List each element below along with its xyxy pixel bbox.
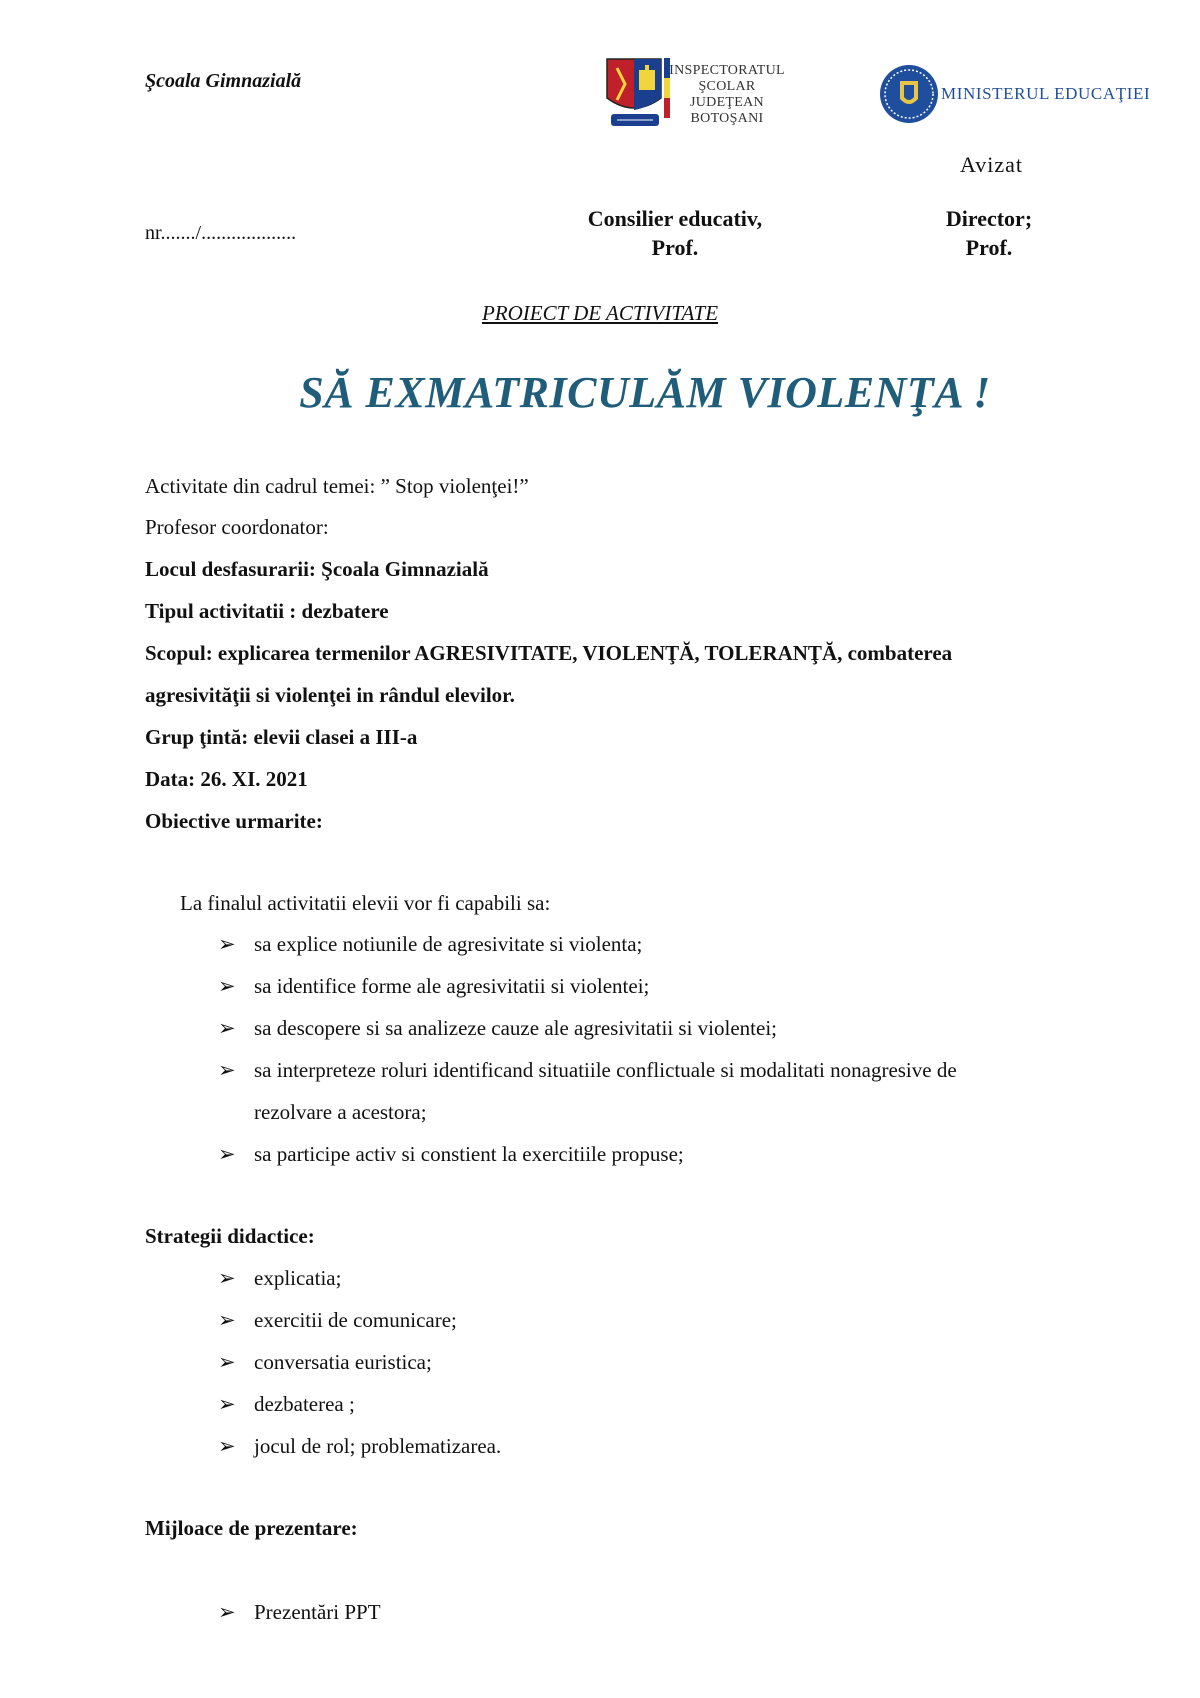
page-title: SĂ EXMATRICULĂM VIOLENŢA !	[299, 368, 991, 417]
director-prof: Prof.	[965, 235, 1013, 260]
activity-type: Tipul activitatii : dezbatere	[145, 599, 389, 623]
location: Locul desfasurarii: Şcoala Gimnazială	[145, 557, 489, 581]
consilier-prof: Prof.	[651, 235, 699, 260]
date: Data: 26. XI. 2021	[145, 767, 308, 791]
bullet-arrow-icon: ➢	[218, 1434, 236, 1458]
ministry-name: MINISTERUL EDUCAŢIEI	[941, 84, 1151, 103]
bullet-arrow-icon: ➢	[218, 1392, 236, 1416]
director-title: Director;	[945, 206, 1033, 231]
means-item: Prezentări PPT	[254, 1600, 381, 1624]
objective-item: sa participe activ si constient la exercitiile propuse;	[254, 1142, 684, 1166]
coordinator: Profesor coordonator:	[145, 515, 329, 539]
strategy-item: exercitii de comunicare;	[254, 1308, 457, 1332]
registration-number: nr......./...................	[145, 222, 297, 244]
bullet-arrow-icon: ➢	[218, 1308, 236, 1332]
target-group: Grup ţintă: elevii clasei a III-a	[145, 725, 418, 749]
isj-line-3: JUDEŢEAN	[690, 95, 764, 110]
consilier-signature-block	[540, 204, 810, 262]
bullet-arrow-icon: ➢	[218, 1142, 236, 1166]
bullet-arrow-icon: ➢	[218, 1266, 236, 1290]
objective-item: sa explice notiunile de agresivitate si violenta;	[254, 932, 643, 956]
document-type: PROIECT DE ACTIVITATE	[481, 301, 719, 325]
objectives-heading: Obiective urmarite:	[145, 809, 323, 833]
school-name: Şcoala Gimnazială	[145, 70, 302, 92]
strategy-item: explicatia;	[254, 1266, 342, 1290]
scope-line-2: agresivităţii si violenţei in rândul elevilor.	[145, 683, 515, 707]
objective-item-continuation: rezolvare a acestora;	[254, 1100, 427, 1124]
bullet-arrow-icon: ➢	[218, 1016, 236, 1040]
isj-line-1: INSPECTORATUL	[669, 63, 785, 78]
strategy-item: jocul de rol; problematizarea.	[254, 1434, 502, 1458]
objective-item: sa descopere si sa analizeze cauze ale agresivitatii si violentei;	[254, 1016, 778, 1040]
bullet-arrow-icon: ➢	[218, 1058, 236, 1082]
consilier-title: Consilier educativ,	[587, 206, 763, 231]
director-signature-block	[904, 204, 1074, 262]
scope-line-1: Scopul: explicarea termenilor AGRESIVITATE, VIOLENŢĂ, TOLERANŢĂ, combaterea	[145, 641, 953, 665]
strategy-item: dezbaterea ;	[254, 1392, 355, 1416]
bullet-arrow-icon: ➢	[218, 1600, 236, 1624]
isj-logo-text	[667, 63, 787, 127]
bullet-arrow-icon: ➢	[218, 1350, 236, 1374]
bullet-arrow-icon: ➢	[218, 932, 236, 956]
means-heading: Mijloace de prezentare:	[145, 1516, 358, 1540]
objective-item: sa interpreteze roluri identificand situatiile conflictuale si modalitati nonagresive de	[254, 1058, 957, 1082]
activity-theme: Activitate din cadrul temei: ” Stop violenţei!”	[145, 474, 529, 498]
objective-item: sa identifice forme ale agresivitatii si violentei;	[254, 974, 650, 998]
avizat-label: Avizat	[960, 152, 1024, 177]
isj-line-2: ŞCOLAR	[698, 79, 756, 94]
strategy-item: conversatia euristica;	[254, 1350, 432, 1374]
objectives-intro: La finalul activitatii elevii vor fi capabili sa:	[180, 891, 551, 915]
strategies-heading: Strategii didactice:	[145, 1224, 315, 1248]
bullet-arrow-icon: ➢	[218, 974, 236, 998]
isj-line-4: BOTOŞANI	[690, 111, 764, 126]
